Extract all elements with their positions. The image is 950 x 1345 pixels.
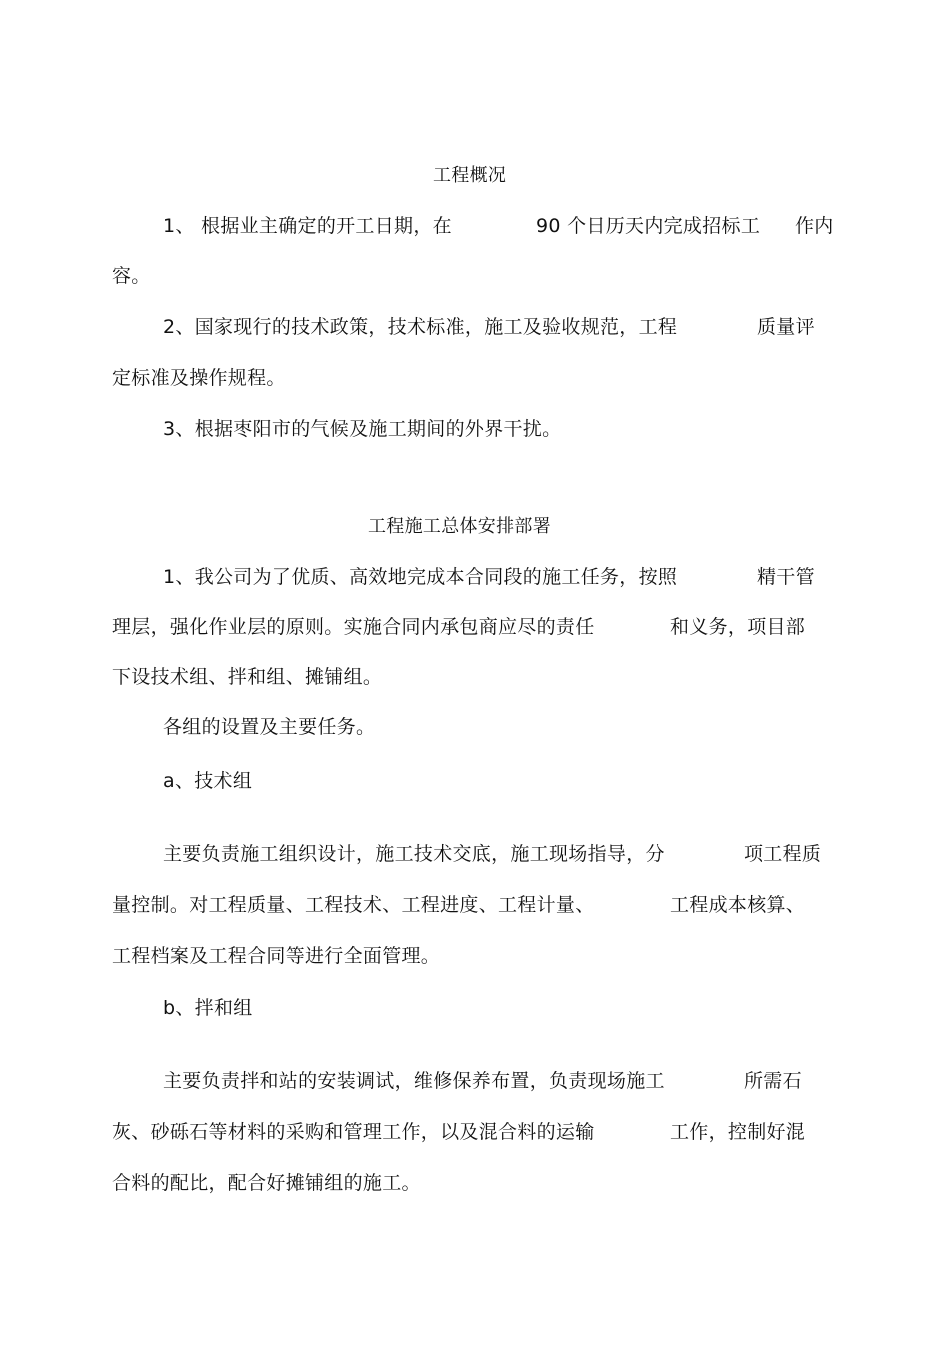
group-b-line2-start: 灰、砂砾石等材料的采购和管理工作，以及混合料的运输 [112, 1121, 595, 1143]
item2-line1-start: 2、国家现行的技术政策，技术标准，施工及验收规范，工程 [163, 316, 678, 338]
group-a-line2-start: 量控制。对工程质量、工程技术、工程进度、工程计量、 [112, 894, 595, 916]
groups-intro: 各组的设置及主要任务。 [163, 716, 376, 738]
group-a-heading: a、技术组 [163, 770, 253, 792]
para1-line3: 下设技术组、拌和组、摊铺组。 [112, 666, 383, 688]
section2-title: 工程施工总体安排部署 [368, 516, 551, 537]
para1-line2-start: 理层，强化作业层的原则。实施合同内承包商应尽的责任 [112, 616, 595, 638]
item2-line2: 定标准及操作规程。 [112, 367, 286, 389]
section1-title: 工程概况 [433, 165, 507, 186]
para1-line1-start: 1、我公司为了优质、高效地完成本合同段的施工任务，按照 [163, 566, 678, 588]
para1-line2-end: 和义务，项目部 [670, 616, 806, 638]
group-a-line1-start: 主要负责施工组织设计，施工技术交底，施工现场指导，分 [163, 843, 665, 865]
group-a-line3: 工程档案及工程合同等进行全面管理。 [112, 945, 441, 967]
group-b-line1-end: 所需石 [744, 1070, 802, 1092]
item1-line1-end: 作内 [795, 215, 834, 237]
item1-line1-middle: 90 个日历天内完成招标工 [536, 215, 761, 237]
group-a-line2-end: 工程成本核算、 [670, 894, 806, 916]
para1-line1-end: 精干管 [757, 566, 815, 588]
group-b-heading: b、拌和组 [163, 997, 253, 1019]
group-b-line2-end: 工作，控制好混 [670, 1121, 806, 1143]
item2-line1-end: 质量评 [757, 316, 815, 338]
group-a-line1-end: 项工程质 [744, 843, 822, 865]
item1-line2: 容。 [112, 265, 151, 287]
group-b-line3: 合料的配比，配合好摊铺组的施工。 [112, 1172, 421, 1194]
item3-line: 3、根据枣阳市的气候及施工期间的外界干扰。 [163, 418, 562, 440]
group-b-line1-start: 主要负责拌和站的安装调试，维修保养布置，负责现场施工 [163, 1070, 665, 1092]
item1-line1-start: 1、 根据业主确定的开工日期，在 [163, 215, 452, 237]
